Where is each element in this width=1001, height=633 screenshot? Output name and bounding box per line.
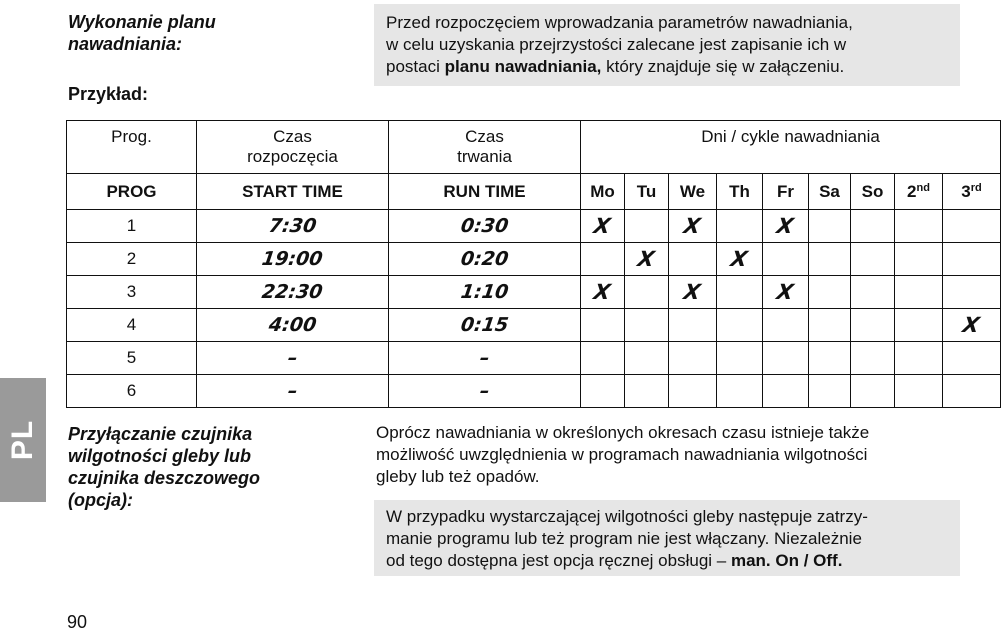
cell-run-time [389, 375, 581, 408]
cell-day [669, 243, 717, 276]
cell-day [669, 375, 717, 408]
day-sa: Sa [809, 174, 851, 210]
cell-day [943, 276, 1001, 309]
cell-day [809, 309, 851, 342]
cell-day [943, 309, 1001, 342]
sensor-note-box: W przypadku wystarczającej wilgotności gleby następuje zatrzy- manie programu lub też program nie jest włączany. Niezależnie od tego dostępna jest opcja ręcznej obsługi – man. On / Off. [374, 500, 960, 576]
cell-day [895, 375, 943, 408]
start-time-value: – [286, 380, 299, 402]
cell-prog [67, 342, 197, 375]
cell-day [809, 276, 851, 309]
cell-day [895, 243, 943, 276]
cell-day [625, 309, 669, 342]
cell-start-time [197, 309, 389, 342]
col-run-label: Czas trwania [389, 121, 581, 174]
cell-run-time [389, 309, 581, 342]
cell-day [851, 309, 895, 342]
day-mark: X [775, 214, 796, 238]
table-subheader-row: PROG START TIME RUN TIME Mo Tu We Th Fr Sa So 2nd 3rd [67, 174, 1001, 210]
cell-prog [67, 309, 197, 342]
cell-day [717, 309, 763, 342]
cell-day [943, 342, 1001, 375]
cycle-2nd: 2nd [895, 174, 943, 210]
table-row [67, 342, 1001, 375]
cell-day [943, 210, 1001, 243]
cell-day [581, 309, 625, 342]
day-mark: X [592, 214, 613, 238]
cell-day [851, 276, 895, 309]
col-start-label: Czas rozpoczęcia [197, 121, 389, 174]
cell-start-time [197, 210, 389, 243]
start-time-value: 22:30 [260, 281, 325, 303]
prog-value: 3 [126, 282, 137, 301]
cell-day [717, 342, 763, 375]
table-row [67, 276, 1001, 309]
table-row [67, 243, 1001, 276]
language-tab: PL [0, 378, 46, 502]
cell-prog [67, 375, 197, 408]
section-heading-plan: Wykonanie planu nawadniania: [68, 12, 216, 54]
cell-day [809, 210, 851, 243]
cell-day [943, 243, 1001, 276]
cell-day [625, 243, 669, 276]
cell-day [581, 210, 625, 243]
irrigation-plan-table [66, 120, 1001, 408]
cell-day [895, 276, 943, 309]
day-mo: Mo [581, 174, 625, 210]
day-fr: Fr [763, 174, 809, 210]
page-number: 90 [67, 612, 88, 632]
cell-day [669, 210, 717, 243]
start-time-value: 4:00 [267, 314, 318, 336]
day-mark: X [729, 247, 750, 271]
example-heading: Przykład: [68, 84, 149, 104]
cell-day [809, 243, 851, 276]
cell-day [851, 243, 895, 276]
start-time-value: – [286, 347, 299, 369]
section-heading-sensor: Przyłączanie czujnika wilgotności gleby lub czujnika deszczowego (opcja): [68, 424, 261, 510]
cell-day [943, 375, 1001, 408]
run-time-value: 0:30 [459, 215, 510, 237]
table-row [67, 210, 1001, 243]
prog-value: 1 [126, 216, 137, 235]
sensor-description: Oprócz nawadniania w określonych okresach czasu istnieje także możliwość uwzględnienia w programach nawadniania wilgotności gleby lub też opadów. [376, 423, 870, 486]
cell-day [581, 243, 625, 276]
day-mark: X [636, 247, 657, 271]
cell-day [717, 243, 763, 276]
run-time-value: 0:20 [459, 248, 510, 270]
cell-start-time [197, 276, 389, 309]
run-time-value: 1:10 [459, 281, 510, 303]
intro-box: Przed rozpoczęciem wprowadzania parametrów nawadniania, w celu uzyskania przejrzystości zalecane jest zapisanie ich w postaci planu nawadniania, który znajduje się w załączeniu. [374, 4, 960, 86]
cell-prog [67, 243, 197, 276]
day-mark: X [682, 214, 703, 238]
day-mark: X [775, 280, 796, 304]
col-days-label: Dni / cykle nawadniania [581, 121, 1001, 174]
cell-day [763, 276, 809, 309]
prog-value: 5 [126, 348, 137, 367]
cell-run-time [389, 276, 581, 309]
table-header-row [67, 121, 1001, 174]
cell-day [895, 210, 943, 243]
table-row [67, 375, 1001, 408]
cell-start-time [197, 342, 389, 375]
cell-day [581, 276, 625, 309]
cell-day [763, 210, 809, 243]
cell-day [763, 243, 809, 276]
run-time-value: 0:15 [459, 314, 510, 336]
table-row [67, 309, 1001, 342]
cell-day [581, 375, 625, 408]
cell-prog [67, 276, 197, 309]
cell-day [763, 375, 809, 408]
cell-day [625, 210, 669, 243]
start-time-value: 19:00 [260, 248, 325, 270]
cell-day [895, 309, 943, 342]
cell-day [625, 342, 669, 375]
day-so: So [851, 174, 895, 210]
cell-day [809, 375, 851, 408]
cell-prog [67, 210, 197, 243]
day-tu: Tu [625, 174, 669, 210]
day-th: Th [717, 174, 763, 210]
cell-run-time [389, 342, 581, 375]
prog-value: 4 [126, 315, 137, 334]
run-time-value: – [478, 380, 491, 402]
cell-run-time [389, 243, 581, 276]
table-body [67, 210, 1001, 408]
cell-day [851, 210, 895, 243]
day-mark: X [592, 280, 613, 304]
cell-day [895, 342, 943, 375]
cell-day [717, 276, 763, 309]
cell-day [763, 309, 809, 342]
prog-value: 6 [126, 381, 137, 400]
col-prog-label: Prog. [67, 121, 197, 174]
cell-day [669, 309, 717, 342]
cell-day [581, 342, 625, 375]
cell-day [763, 342, 809, 375]
prog-value: 2 [126, 249, 137, 268]
cell-start-time [197, 375, 389, 408]
day-mark: X [961, 313, 982, 337]
cell-day [625, 375, 669, 408]
cell-day [669, 342, 717, 375]
cell-start-time [197, 243, 389, 276]
cell-day [717, 210, 763, 243]
day-we: We [669, 174, 717, 210]
start-time-value: 7:30 [267, 215, 318, 237]
cell-day [851, 375, 895, 408]
cell-day [717, 375, 763, 408]
cell-day [851, 342, 895, 375]
cell-run-time [389, 210, 581, 243]
day-mark: X [682, 280, 703, 304]
cell-day [809, 342, 851, 375]
cell-day [669, 276, 717, 309]
cell-day [625, 276, 669, 309]
cycle-3rd: 3rd [943, 174, 1001, 210]
run-time-value: – [478, 347, 491, 369]
